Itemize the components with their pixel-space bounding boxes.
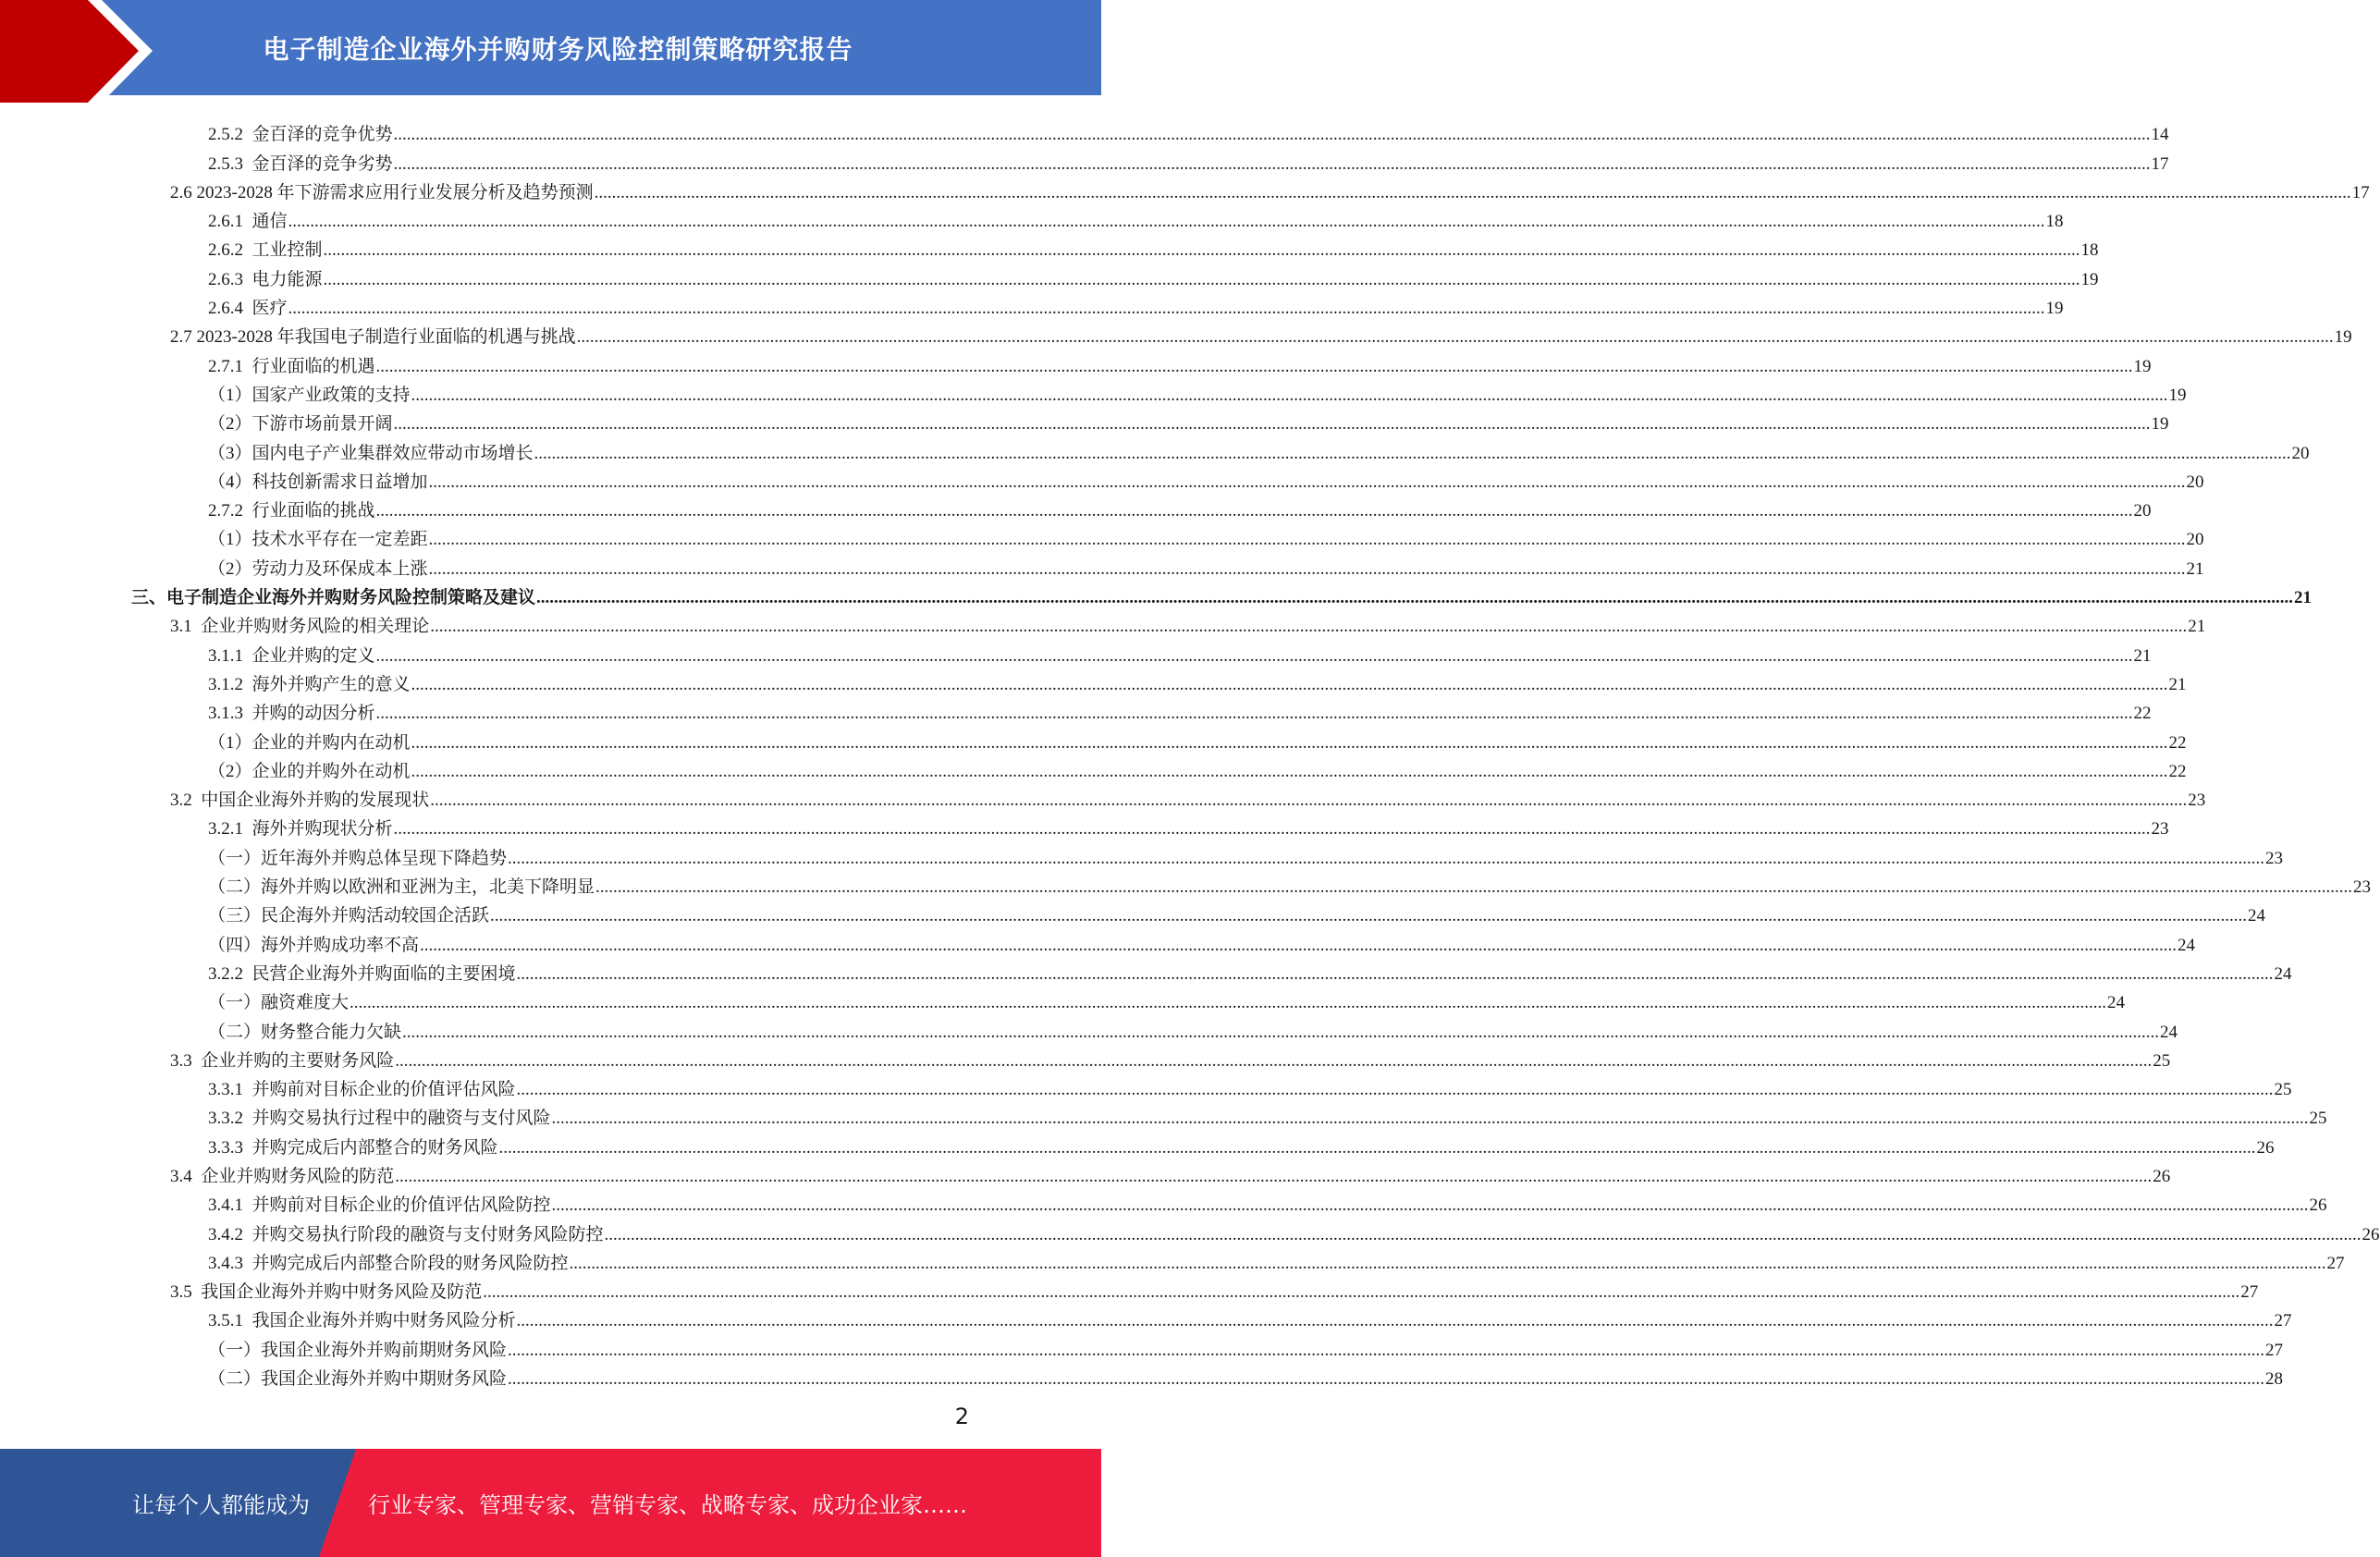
toc-entry-label: 2.6 2023-2028 年下游需求应用行业发展分析及趋势预测 xyxy=(170,182,594,202)
toc-entry-label: （一）我国企业海外并购前期财务风险 xyxy=(208,1340,508,1360)
toc-entry-label: （四）海外并购成功率不高 xyxy=(208,935,420,955)
toc-entry-label: （3）国内电子产业集群效应带动市场增长 xyxy=(208,443,534,463)
toc-entry[interactable] xyxy=(0,177,2370,205)
toc-dot-leader: ................................................................................................................................................................................................................................................................................................................................................................................................................ xyxy=(402,1022,2160,1042)
toc-dot-leader: ................................................................................................................................................................................................................................................................................................................................................................................................................ xyxy=(393,125,2151,145)
toc-entry-page: 27 xyxy=(2274,1311,2292,1331)
toc-entry-label: （4）科技创新需求日益增加 xyxy=(208,472,428,492)
toc-entry-page: 20 xyxy=(2291,443,2310,463)
toc-entry[interactable] xyxy=(0,205,2064,234)
toc-entry-page: 20 xyxy=(2186,472,2204,492)
toc-entry-page: 26 xyxy=(2153,1166,2171,1186)
toc-entry-page: 17 xyxy=(2351,182,2370,202)
toc-entry-label: 三、电子制造企业海外并购财务风险控制策略及建议 xyxy=(131,588,536,608)
toc-entry[interactable] xyxy=(0,552,2204,581)
footer-slogan-left: 让每个人都能成为 xyxy=(132,1492,310,1518)
toc-entry[interactable] xyxy=(0,784,2206,813)
toc-entry[interactable] xyxy=(0,1333,2284,1362)
toc-entry-page: 28 xyxy=(2265,1369,2284,1390)
toc-entry-label: 3.3.1 并购前对目标企业的价值评估风险 xyxy=(208,1080,516,1100)
toc-entry[interactable] xyxy=(0,349,2152,378)
toc-dot-leader: ................................................................................................................................................................................................................................................................................................................................................................................................................ xyxy=(375,356,2133,376)
toc-dot-leader: ................................................................................................................................................................................................................................................................................................................................................................................................................ xyxy=(508,848,2265,868)
toc-entry-page: 23 xyxy=(2188,791,2206,811)
toc-entry[interactable] xyxy=(0,1247,2345,1276)
toc-dot-leader: ................................................................................................................................................................................................................................................................................................................................................................................................................ xyxy=(395,1050,2153,1071)
toc-entry-page: 21 xyxy=(2186,558,2204,579)
toc-entry[interactable] xyxy=(0,408,2169,436)
toc-entry-label: 2.6.1 通信 xyxy=(208,212,288,232)
toc-dot-leader: ................................................................................................................................................................................................................................................................................................................................................................................................................ xyxy=(604,1224,2362,1244)
toc-entry-label: 3.2 中国企业海外并购的发展现状 xyxy=(170,791,430,811)
toc-dot-leader: ................................................................................................................................................................................................................................................................................................................................................................................................................ xyxy=(411,385,2168,405)
toc-dot-leader: ................................................................................................................................................................................................................................................................................................................................................................................................................ xyxy=(569,1253,2326,1273)
toc-entry-page: 27 xyxy=(2326,1253,2345,1273)
toc-entry[interactable] xyxy=(0,379,2187,408)
toc-dot-leader: ................................................................................................................................................................................................................................................................................................................................................................................................................ xyxy=(411,674,2168,694)
footer-slogan-right: 行业专家、管理专家、营销专家、战略专家、成功企业家…… xyxy=(368,1492,967,1518)
toc-entry[interactable] xyxy=(0,813,2169,841)
page-number: 2 xyxy=(954,1404,969,1429)
toc-dot-leader: ................................................................................................................................................................................................................................................................................................................................................................................................................ xyxy=(350,993,2107,1013)
toc-entry-label: （2）下游市场前景开阔 xyxy=(208,414,393,435)
toc-dot-leader: ................................................................................................................................................................................................................................................................................................................................................................................................................ xyxy=(516,1080,2274,1100)
toc-entry-page: 19 xyxy=(2334,327,2352,348)
toc-entry-page: 24 xyxy=(2248,906,2266,926)
toc-entry[interactable] xyxy=(0,466,2204,495)
toc-entry[interactable] xyxy=(0,841,2284,870)
toc-entry-label: 3.2.2 民营企业海外并购面临的主要困境 xyxy=(208,963,516,984)
toc-entry[interactable] xyxy=(0,928,2196,957)
toc-entry-label: （三）民企海外并购活动较国企活跃 xyxy=(208,906,490,926)
toc-entry[interactable] xyxy=(0,1073,2292,1102)
toc-entry-page: 26 xyxy=(2309,1195,2327,1216)
toc-entry[interactable] xyxy=(0,118,2169,147)
toc-dot-leader: ................................................................................................................................................................................................................................................................................................................................................................................................................ xyxy=(393,153,2151,174)
toc-entry[interactable] xyxy=(0,147,2169,176)
toc-dot-leader: ................................................................................................................................................................................................................................................................................................................................................................................................................ xyxy=(551,1195,2309,1216)
toc-dot-leader: ................................................................................................................................................................................................................................................................................................................................................................................................................ xyxy=(395,1166,2153,1186)
toc-entry-page: 22 xyxy=(2168,761,2187,781)
toc-entry-label: 2.6.2 工业控制 xyxy=(208,240,323,261)
toc-entry-page: 24 xyxy=(2160,1022,2178,1042)
toc-dot-leader: ................................................................................................................................................................................................................................................................................................................................................................................................................ xyxy=(483,1282,2240,1303)
toc-entry-page: 19 xyxy=(2168,385,2187,405)
toc-entry-label: 3.4 企业并购财务风险的防范 xyxy=(170,1166,395,1186)
toc-entry-page: 24 xyxy=(2107,993,2126,1013)
toc-entry-label: （二）财务整合能力欠缺 xyxy=(208,1022,402,1042)
toc-entry-page: 19 xyxy=(2045,299,2064,319)
toc-entry-label: 3.1.3 并购的动因分析 xyxy=(208,704,375,724)
toc-entry[interactable] xyxy=(0,523,2204,552)
toc-dot-leader: ................................................................................................................................................................................................................................................................................................................................................................................................................ xyxy=(551,1109,2309,1129)
footer-banner xyxy=(0,1449,1101,1557)
toc-entry-label: 3.4.3 并购完成后内部整合阶段的财务风险防控 xyxy=(208,1253,569,1273)
toc-dot-leader: ................................................................................................................................................................................................................................................................................................................................................................................................................ xyxy=(428,558,2186,579)
toc-entry[interactable] xyxy=(0,1363,2284,1391)
toc-dot-leader: ................................................................................................................................................................................................................................................................................................................................................................................................................ xyxy=(428,530,2186,550)
toc-entry-page: 19 xyxy=(2080,269,2099,289)
toc-entry-page: 26 xyxy=(2256,1137,2275,1158)
toc-dot-leader: ................................................................................................................................................................................................................................................................................................................................................................................................................ xyxy=(576,327,2334,348)
toc-entry-label: 3.4.2 并购交易执行阶段的融资与支付财务风险防控 xyxy=(208,1224,604,1244)
toc-entry[interactable] xyxy=(0,1160,2171,1189)
toc-entry-label: 3.3.3 并购完成后内部整合的财务风险 xyxy=(208,1137,498,1158)
toc-entry-label: 3.5.1 我国企业海外并购中财务风险分析 xyxy=(208,1311,516,1331)
toc-entry-page: 24 xyxy=(2178,935,2196,955)
toc-entry-label: （一）近年海外并购总体呈现下降趋势 xyxy=(208,848,508,868)
toc-entry-page: 27 xyxy=(2240,1282,2259,1303)
toc-entry-page: 21 xyxy=(2168,674,2187,694)
toc-entry-page: 21 xyxy=(2133,645,2152,666)
toc-dot-leader: ................................................................................................................................................................................................................................................................................................................................................................................................................ xyxy=(428,472,2186,492)
toc-dot-leader: ................................................................................................................................................................................................................................................................................................................................................................................................................ xyxy=(516,963,2274,984)
toc-dot-leader: ................................................................................................................................................................................................................................................................................................................................................................................................................ xyxy=(288,299,2045,319)
toc-entry-page: 27 xyxy=(2265,1340,2284,1360)
toc-entry-page: 18 xyxy=(2080,240,2099,261)
toc-entry[interactable] xyxy=(0,755,2187,784)
toc-entry-page: 14 xyxy=(2151,125,2169,145)
toc-dot-leader: ................................................................................................................................................................................................................................................................................................................................................................................................................ xyxy=(375,704,2133,724)
toc-entry-page: 20 xyxy=(2133,501,2152,521)
toc-entry-page: 23 xyxy=(2265,848,2284,868)
toc-entry[interactable] xyxy=(0,1189,2327,1218)
toc-dot-leader: ................................................................................................................................................................................................................................................................................................................................................................................................................ xyxy=(420,935,2178,955)
toc-entry-label: 3.4.1 并购前对目标企业的价值评估风险防控 xyxy=(208,1195,551,1216)
toc-entry-page: 22 xyxy=(2168,732,2187,753)
toc-entry-label: 2.7 2023-2028 年我国电子制造行业面临的机遇与挑战 xyxy=(170,327,576,348)
toc-entry-page: 19 xyxy=(2133,356,2152,376)
toc-entry-page: 23 xyxy=(2353,877,2372,898)
toc-entry-page: 26 xyxy=(2362,1224,2380,1244)
toc-entry-label: 2.5.2 金百泽的竞争优势 xyxy=(208,125,393,145)
toc-dot-leader: ................................................................................................................................................................................................................................................................................................................................................................................................................ xyxy=(490,906,2248,926)
toc-entry[interactable] xyxy=(0,234,2099,263)
toc-dot-leader: ................................................................................................................................................................................................................................................................................................................................................................................................................ xyxy=(534,443,2291,463)
toc-entry[interactable] xyxy=(0,958,2292,987)
toc-entry-label: （1）企业的并购内在动机 xyxy=(208,732,411,753)
toc-entry-page: 25 xyxy=(2153,1050,2171,1071)
document-title: 电子制造企业海外并购财务风险控制策略研究报告 xyxy=(263,33,853,65)
toc-dot-leader: ................................................................................................................................................................................................................................................................................................................................................................................................................ xyxy=(288,212,2045,232)
toc-entry-page: 18 xyxy=(2045,212,2064,232)
toc-entry-page: 19 xyxy=(2151,414,2169,435)
toc-dot-leader: ................................................................................................................................................................................................................................................................................................................................................................................................................ xyxy=(323,240,2080,261)
toc-dot-leader: ................................................................................................................................................................................................................................................................................................................................................................................................................ xyxy=(430,791,2188,811)
toc-entry[interactable] xyxy=(0,900,2266,928)
toc-entry-label: （1）国家产业政策的支持 xyxy=(208,385,411,405)
toc-entry-label: （2）企业的并购外在动机 xyxy=(208,761,411,781)
toc-entry-label: （2）劳动力及环保成本上涨 xyxy=(208,558,428,579)
toc-entry-page: 24 xyxy=(2274,963,2292,984)
toc-entry[interactable] xyxy=(0,610,2206,639)
toc-entry-label: 3.1.1 企业并购的定义 xyxy=(208,645,375,666)
toc-entry[interactable] xyxy=(0,1045,2171,1073)
toc-dot-leader: ................................................................................................................................................................................................................................................................................................................................................................................................................ xyxy=(508,1369,2265,1390)
toc-dot-leader: ................................................................................................................................................................................................................................................................................................................................................................................................................ xyxy=(411,761,2168,781)
toc-entry[interactable] xyxy=(0,639,2152,668)
toc-entry[interactable] xyxy=(0,1305,2292,1333)
toc-entry-page: 21 xyxy=(2188,617,2206,637)
toc-entry-label: 3.2.1 海外并购现状分析 xyxy=(208,819,393,840)
toc-dot-leader: ................................................................................................................................................................................................................................................................................................................................................................................................................ xyxy=(393,414,2151,435)
toc-entry[interactable] xyxy=(0,263,2099,291)
toc-dot-leader: ................................................................................................................................................................................................................................................................................................................................................................................................................ xyxy=(430,617,2188,637)
toc-dot-leader: ................................................................................................................................................................................................................................................................................................................................................................................................................ xyxy=(536,588,2294,608)
toc-entry-label: 3.5 我国企业海外并购中财务风险及防范 xyxy=(170,1282,483,1303)
toc-dot-leader: ................................................................................................................................................................................................................................................................................................................................................................................................................ xyxy=(323,269,2080,289)
toc-entry[interactable] xyxy=(0,1276,2259,1305)
header-banner xyxy=(0,0,1101,103)
toc-entry[interactable] xyxy=(0,1102,2327,1131)
toc-dot-leader: ................................................................................................................................................................................................................................................................................................................................................................................................................ xyxy=(411,732,2168,753)
toc-entry[interactable] xyxy=(0,1218,2380,1246)
toc-dot-leader: ................................................................................................................................................................................................................................................................................................................................................................................................................ xyxy=(375,501,2133,521)
toc-dot-leader: ................................................................................................................................................................................................................................................................................................................................................................................................................ xyxy=(508,1340,2265,1360)
toc-entry-page: 22 xyxy=(2133,704,2152,724)
toc-entry-page: 23 xyxy=(2151,819,2169,840)
toc-entry-label: 2.5.3 金百泽的竞争劣势 xyxy=(208,153,393,174)
toc-entry-label: （1）技术水平存在一定差距 xyxy=(208,530,428,550)
toc-entry-label: 2.6.4 医疗 xyxy=(208,299,288,319)
toc-entry[interactable] xyxy=(0,582,2313,610)
toc-entry-label: （一）融资难度大 xyxy=(208,993,350,1013)
toc-entry-label: 2.7.2 行业面临的挑战 xyxy=(208,501,375,521)
toc-entry-page: 20 xyxy=(2186,530,2204,550)
toc-entry[interactable] xyxy=(0,726,2187,754)
toc-entry-label: （二）海外并购以欧洲和亚洲为主，北美下降明显 xyxy=(208,877,595,898)
toc-entry[interactable] xyxy=(0,668,2187,697)
toc-entry-label: 3.3.2 并购交易执行过程中的融资与支付风险 xyxy=(208,1109,551,1129)
toc-entry-label: 3.1 企业并购财务风险的相关理论 xyxy=(170,617,430,637)
toc-dot-leader: ................................................................................................................................................................................................................................................................................................................................................................................................................ xyxy=(375,645,2133,666)
toc-entry[interactable] xyxy=(0,987,2126,1015)
toc-entry-label: 3.3 企业并购的主要财务风险 xyxy=(170,1050,395,1071)
toc-entry-label: 3.1.2 海外并购产生的意义 xyxy=(208,674,411,694)
toc-entry-page: 25 xyxy=(2274,1080,2292,1100)
toc-entry-label: （二）我国企业海外并购中期财务风险 xyxy=(208,1369,508,1390)
toc-dot-leader: ................................................................................................................................................................................................................................................................................................................................................................................................................ xyxy=(393,819,2151,840)
toc-entry[interactable] xyxy=(0,436,2310,465)
toc-dot-leader: ................................................................................................................................................................................................................................................................................................................................................................................................................ xyxy=(594,182,2351,202)
toc-entry[interactable] xyxy=(0,1015,2178,1044)
toc-dot-leader: ................................................................................................................................................................................................................................................................................................................................................................................................................ xyxy=(595,877,2353,898)
toc-entry[interactable] xyxy=(0,871,2372,900)
toc-entry[interactable] xyxy=(0,697,2152,726)
toc-entry[interactable] xyxy=(0,292,2064,321)
toc-entry[interactable] xyxy=(0,321,2352,349)
toc-entry-page: 25 xyxy=(2309,1109,2327,1129)
toc-dot-leader: ................................................................................................................................................................................................................................................................................................................................................................................................................ xyxy=(498,1137,2256,1158)
toc-entry-label: 2.6.3 电力能源 xyxy=(208,269,323,289)
toc-entry[interactable] xyxy=(0,495,2152,523)
table-of-contents xyxy=(0,118,2380,1391)
toc-entry[interactable] xyxy=(0,1131,2275,1159)
toc-entry-label: 2.7.1 行业面临的机遇 xyxy=(208,356,375,376)
toc-entry-page: 21 xyxy=(2294,588,2313,608)
toc-entry-page: 17 xyxy=(2151,153,2169,174)
toc-dot-leader: ................................................................................................................................................................................................................................................................................................................................................................................................................ xyxy=(516,1311,2274,1331)
